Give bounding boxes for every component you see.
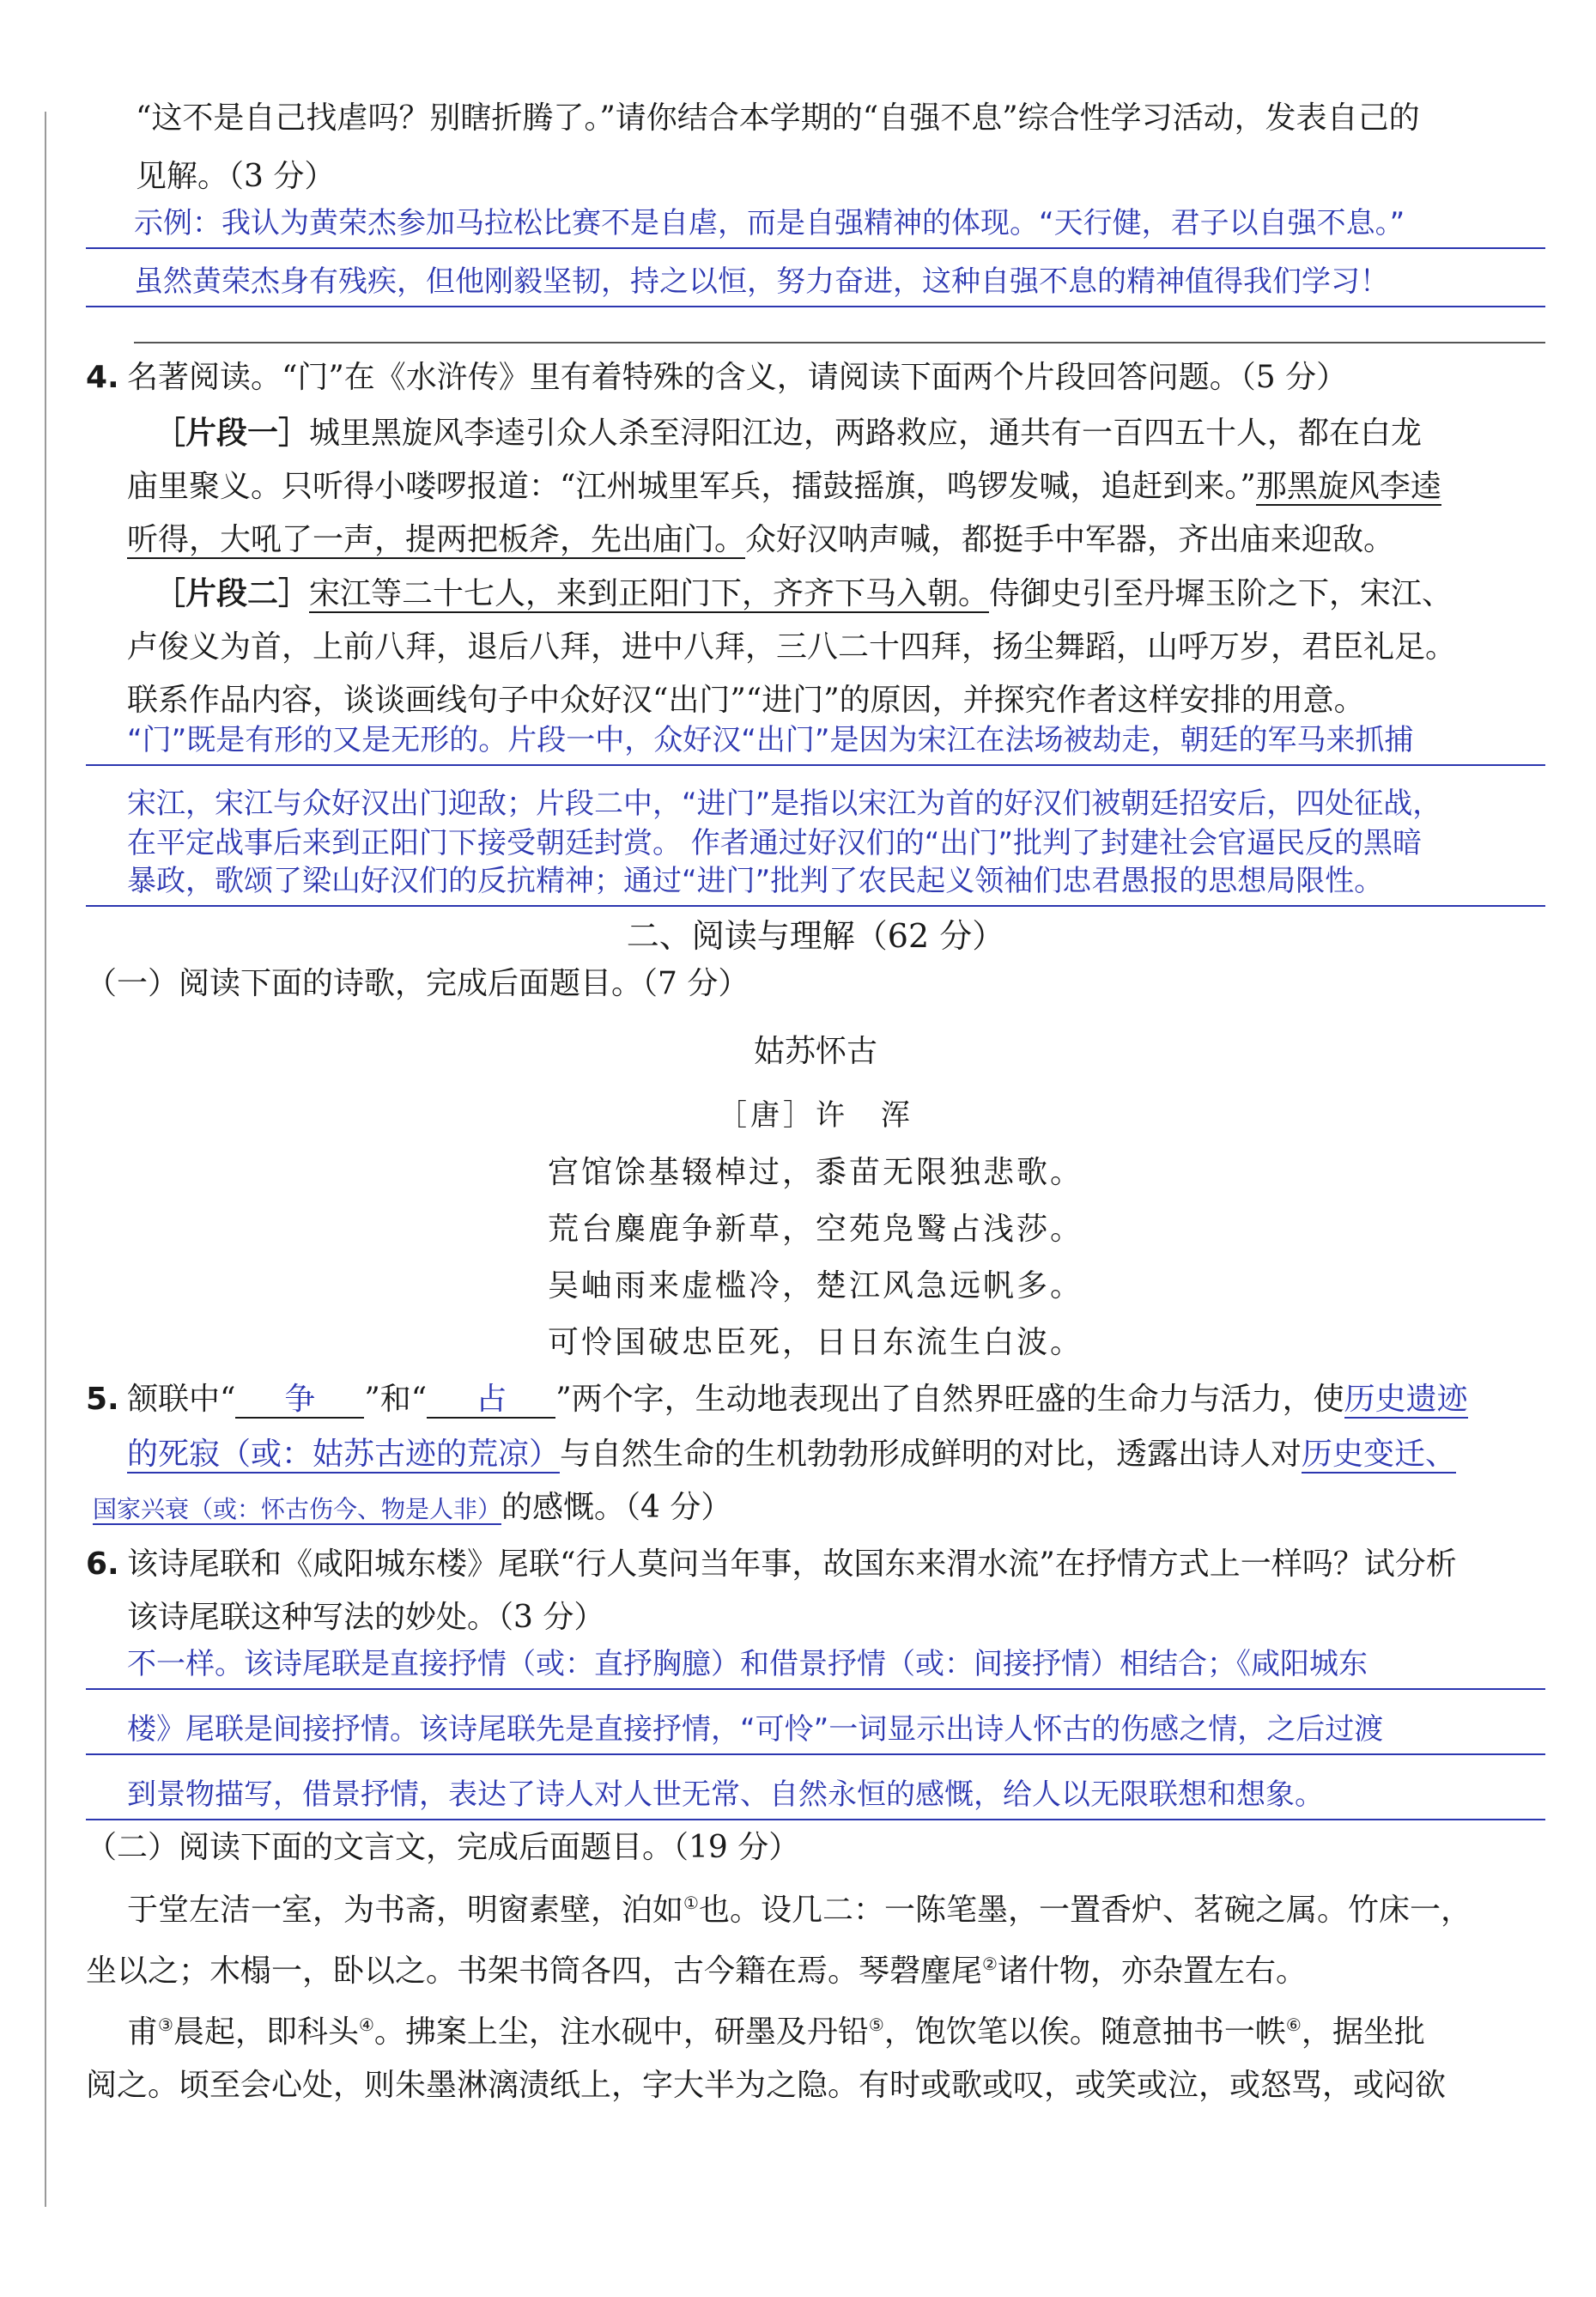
q3-answer-blank-line	[134, 316, 1545, 343]
q3-line1: “这不是自己找虐吗？别瞎折腾了。”请你结合本学期的“自强不息”综合性学习活动，发表自己的	[136, 100, 1420, 136]
section-2-part1-title: （一）阅读下面的诗歌，完成后面题目。（7 分）	[86, 966, 749, 1001]
q5-answer-4: 国家兴衰（或：怀古伤今、物是人非）	[93, 1495, 502, 1523]
q3-answer-line1: 示例：我认为黄荣杰参加马拉松比赛不是自虐，而是自强精神的体现。“天行健，君子以自强不息。”	[86, 206, 1545, 249]
q6-answer-line3: 到景物描写，借景抒情，表达了诗人对人世无常、自然永恒的感慨，给人以无限联想和想象。	[86, 1777, 1545, 1820]
classical-para1-line1: 于堂左洁一室，为书斋，明窗素壁，泊如①也。设几二：一陈笔墨，一置香炉、茗碗之属。竹床一，	[127, 1893, 1472, 1928]
section-2-title: 二、阅读与理解（62 分）	[626, 917, 1005, 955]
q5-answer-1: 历史遗迹	[1344, 1382, 1468, 1417]
q6-line1: 该诗尾联和《咸阳城东楼》尾联“行人莫问当年事，故国东来渭水流”在抒情方式上一样吗？试分析	[127, 1547, 1457, 1582]
q6-answer-line2: 楼》尾联是间接抒情。该诗尾联先是直接抒情，“可怜”一词显示出诗人怀古的伤感之情，之后过渡	[86, 1712, 1545, 1755]
q4-frag2-line2: 卢俊义为首，上前八拜，退后八拜，进中八拜，三八二十四拜，扬尘舞蹈，山呼万岁，君臣礼足。	[127, 629, 1457, 665]
q5-number: 5.	[86, 1382, 119, 1417]
poem-title: 姑苏怀古	[753, 1034, 877, 1069]
q4-frag1-line1: ［片段一］城里黑旋风李逵引众人杀至浔阳江边，两路救应，通共有一百四五十人，都在白龙	[155, 415, 1423, 451]
margin-binding-line	[45, 112, 46, 2207]
question-5	[86, 1382, 1545, 1527]
q3-answer-line2: 虽然黄荣杰身有残疾，但他刚毅坚韧，持之以恒，努力奋进，这种自强不息的精神值得我们学习！	[86, 264, 1545, 307]
q3-line2: 见解。（3 分）	[136, 159, 336, 194]
classical-text-section	[86, 1831, 1545, 2103]
classical-para2-line2: 阅之。顷至会心处，则朱墨淋漓渍纸上，字大半为之隐。有时或歌或叹，或笑或泣，或怒骂，或闷欲	[86, 2068, 1447, 2103]
question-4	[86, 361, 1545, 907]
question-6	[86, 1547, 1545, 1820]
classical-para2-line1: 甫③晨起，即科头④。拂案上尘，注水砚中，研墨及丹铅⑤，饱饮笔以俟。随意抽书一帙⑥，据坐批	[127, 2014, 1425, 2050]
page-content	[86, 101, 1545, 2103]
q6-answer-line1: 不一样。该诗尾联是直接抒情（或：直抒胸臆）和借景抒情（或：间接抒情）相结合；《咸阳城东	[86, 1647, 1545, 1690]
q4-answer-line1: “门”既是有形的又是无形的。片段一中，众好汉“出门”是因为宋江在法场被劫走，朝廷的军马来抓捕	[86, 723, 1545, 766]
poem-line: 吴岫雨来虚槛冷，楚江风急远帆多。	[547, 1268, 1083, 1303]
q5-line3: 国家兴衰（或：怀古伤今、物是人非）的感慨。（4 分）	[93, 1490, 732, 1525]
q4-number: 4.	[86, 360, 119, 395]
q4-frag1-line2: 庙里聚义。只听得小喽啰报道：“江州城里军兵，擂鼓摇旗，鸣锣发喊，追赶到来。”那黑旋风李逵	[127, 469, 1441, 504]
classical-para1-line2: 坐以之；木榻一，卧以之。书架书筒各四，古今籍在焉。琴磬麈尾②诸什物，亦杂置左右。	[86, 1954, 1307, 1989]
q5-answer-2: 的死寂（或：姑苏古迹的荒凉）	[127, 1437, 561, 1472]
q4-answer-line4: 暴政，歌颂了梁山好汉们的反抗精神；通过“进门”批判了农民起义领袖们忠君愚报的思想局限性。	[86, 864, 1545, 907]
poem	[86, 1027, 1545, 1360]
q5-blank-1: 争	[235, 1382, 364, 1419]
q4-answer-line3: 在平定战事后来到正阳门下接受朝廷封赏。 作者通过好汉们的“出门”批判了封建社会官逼民反的黑暗	[127, 826, 1423, 860]
q4-frag2-line1: ［片段二］宋江等二十七人，来到正阳门下，齐齐下马入朝。侍御史引至丹墀玉阶之下，宋江、	[155, 575, 1453, 611]
q6-number: 6.	[86, 1547, 119, 1582]
q4-answer-line2: 宋江，宋江与众好汉出门迎敌；片段二中，“进门”是指以宋江为首的好汉们被朝廷招安后，四处征战，	[127, 787, 1442, 821]
q4-prompt: 名著阅读。“门”在《水浒传》里有着特殊的含义，请阅读下面两个片段回答问题。（5 分）	[127, 360, 1348, 395]
question-3	[86, 101, 1545, 343]
poem-author: ［唐］许 浑	[718, 1098, 913, 1133]
q5-answer-3: 历史变迁、	[1302, 1437, 1457, 1472]
poem-line: 宫馆馀基辍棹过，黍苗无限独悲歌。	[547, 1155, 1083, 1190]
q4-question: 联系作品内容，谈谈画线句子中众好汉“出门”“进门”的原因，并探究作者这样安排的用意。	[127, 683, 1365, 718]
poem-line: 荒台麋鹿争新草，空苑凫鹥占浅莎。	[547, 1212, 1083, 1247]
poem-line: 可怜国破忠臣死，日日东流生白波。	[547, 1325, 1083, 1360]
q5-line2: 的死寂（或：姑苏古迹的荒凉）与自然生命的生机勃勃形成鲜明的对比，透露出诗人对历史变迁、	[127, 1437, 1457, 1472]
q5-blank-2: 占	[427, 1382, 555, 1419]
q5-line1: 颔联中“ 争 ”和“ 占 ”两个字，生动地表现出了自然界旺盛的生命力与活力，使历史遗迹	[127, 1382, 1468, 1417]
q4-frag1-line3: 听得，大吼了一声，提两把板斧，先出庙门。众好汉呐声喊，都挺手中军器，齐出庙来迎敌。	[127, 522, 1395, 557]
part2-title: （二）阅读下面的文言文，完成后面题目。（19 分）	[86, 1830, 800, 1865]
q6-line2: 该诗尾联这种写法的妙处。（3 分）	[127, 1600, 605, 1635]
